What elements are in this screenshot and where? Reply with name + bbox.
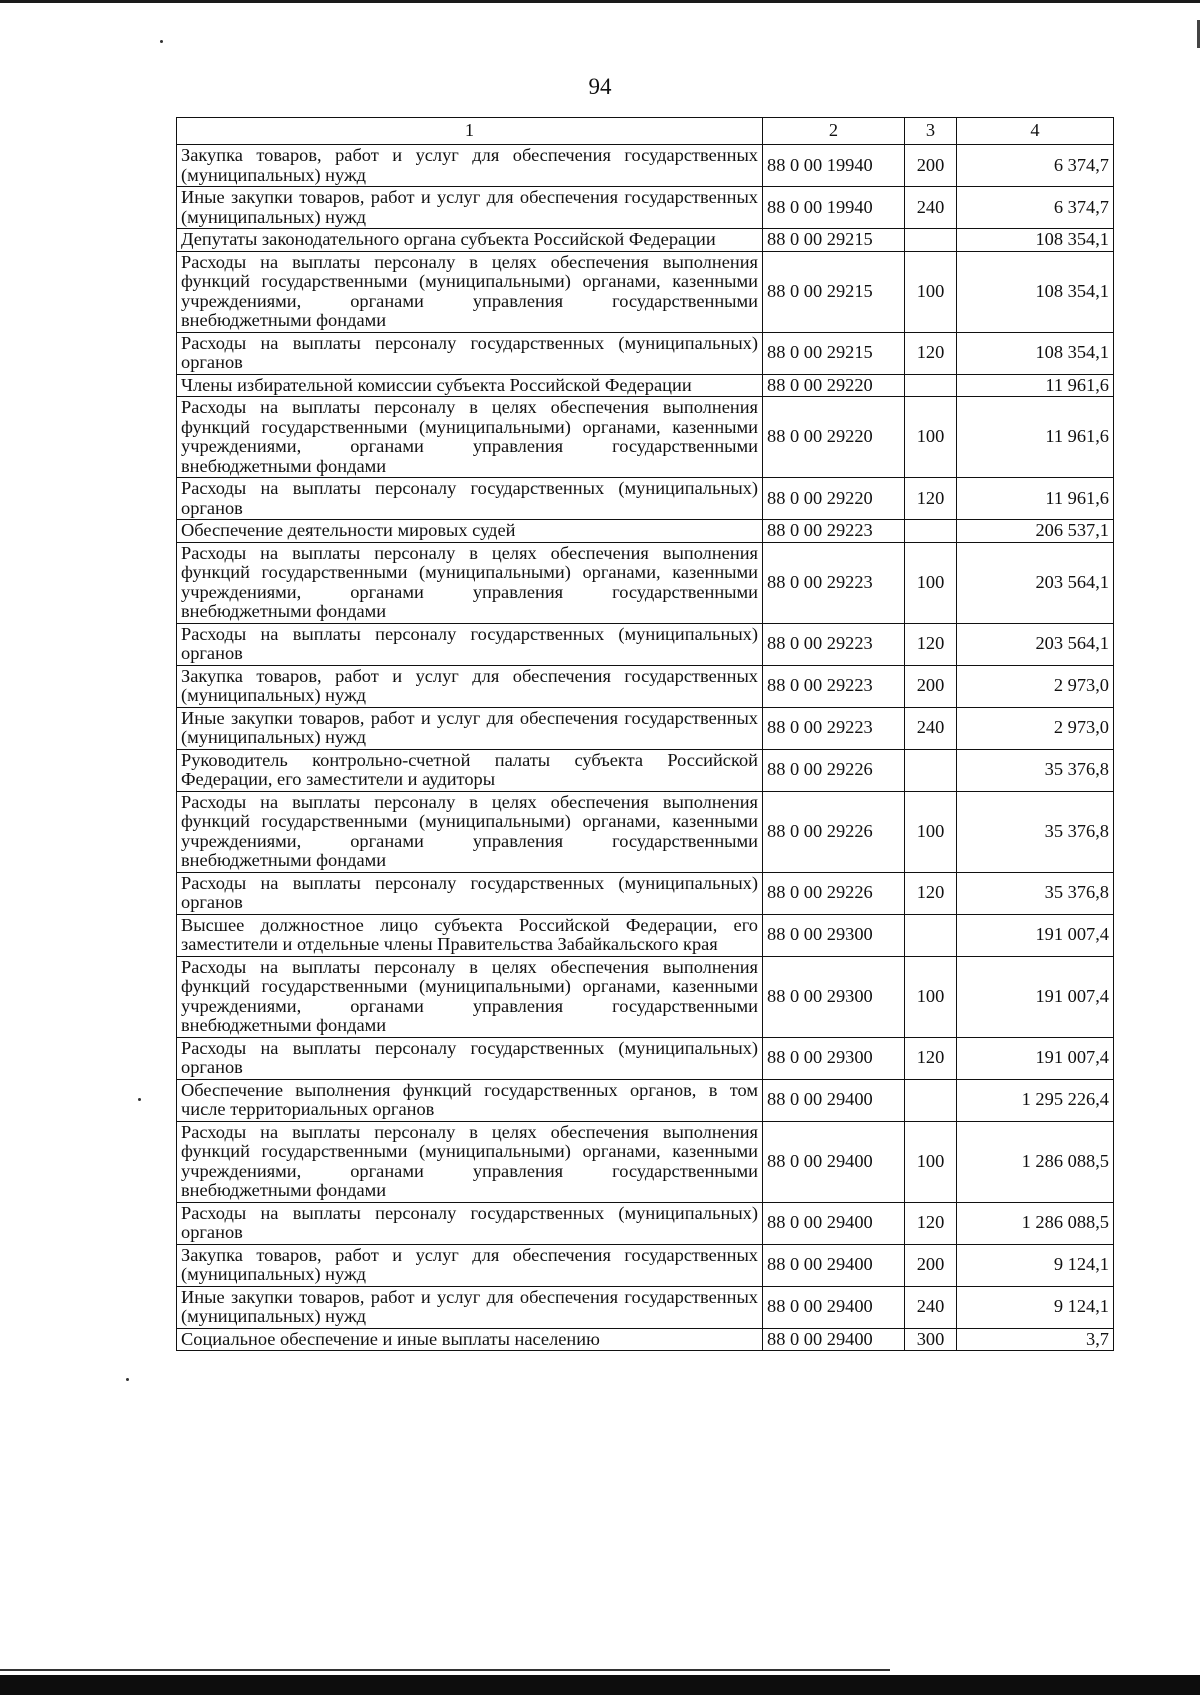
row-name: Расходы на выплаты персоналу государственных (муниципальных) органов xyxy=(177,332,763,374)
column-header: 1 xyxy=(177,118,763,145)
row-type: 200 xyxy=(905,1244,957,1286)
table-row xyxy=(177,145,1114,187)
row-code: 88 0 00 29223 xyxy=(763,520,905,543)
row-sum: 108 354,1 xyxy=(957,332,1114,374)
row-name: Иные закупки товаров, работ и услуг для обеспечения государственных (муниципальных) нужд xyxy=(177,707,763,749)
row-name: Расходы на выплаты персоналу государственных (муниципальных) органов xyxy=(177,623,763,665)
row-sum: 191 007,4 xyxy=(957,914,1114,956)
row-sum: 11 961,6 xyxy=(957,397,1114,478)
row-type: 300 xyxy=(905,1328,957,1351)
row-name: Расходы на выплаты персоналу в целях обеспечения выполнения функций государственными (муниципальными) органами, казенными учреждениями, органами управления государственными внебюджетными фондами xyxy=(177,542,763,623)
row-name: Закупка товаров, работ и услуг для обеспечения государственных (муниципальных) нужд xyxy=(177,665,763,707)
table-row xyxy=(177,1121,1114,1202)
row-sum: 35 376,8 xyxy=(957,791,1114,872)
row-code: 88 0 00 29226 xyxy=(763,872,905,914)
row-name: Руководитель контрольно-счетной палаты субъекта Российской Федерации, его заместители и аудиторы xyxy=(177,749,763,791)
row-code: 88 0 00 29223 xyxy=(763,665,905,707)
budget-table xyxy=(176,117,1114,1351)
row-name: Расходы на выплаты персоналу в целях обеспечения выполнения функций государственными (муниципальными) органами, казенными учреждениями, органами управления государственными внебюджетными фондами xyxy=(177,397,763,478)
scan-edge-bottom xyxy=(0,1675,1200,1695)
table-row xyxy=(177,397,1114,478)
row-type: 200 xyxy=(905,665,957,707)
table-row xyxy=(177,229,1114,252)
table-row xyxy=(177,623,1114,665)
row-code: 88 0 00 29220 xyxy=(763,478,905,520)
row-code: 88 0 00 29215 xyxy=(763,332,905,374)
page-number: 94 xyxy=(588,74,612,99)
table-row xyxy=(177,187,1114,229)
row-name: Обеспечение выполнения функций государственных органов, в том числе территориальных органов xyxy=(177,1079,763,1121)
row-name: Расходы на выплаты персоналу в целях обеспечения выполнения функций государственными (муниципальными) органами, казенными учреждениями, органами управления государственными внебюджетными фондами xyxy=(177,956,763,1037)
row-sum: 203 564,1 xyxy=(957,623,1114,665)
row-code: 88 0 00 29215 xyxy=(763,229,905,252)
table-row xyxy=(177,332,1114,374)
row-sum: 1 295 226,4 xyxy=(957,1079,1114,1121)
row-type: 200 xyxy=(905,145,957,187)
table-header-row xyxy=(177,118,1114,145)
row-type xyxy=(905,914,957,956)
row-code: 88 0 00 29226 xyxy=(763,749,905,791)
scan-speck xyxy=(126,1378,129,1381)
row-code: 88 0 00 29223 xyxy=(763,542,905,623)
row-code: 88 0 00 29226 xyxy=(763,791,905,872)
row-code: 88 0 00 29400 xyxy=(763,1244,905,1286)
row-code: 88 0 00 29215 xyxy=(763,251,905,332)
table-row xyxy=(177,542,1114,623)
row-name: Иные закупки товаров, работ и услуг для обеспечения государственных (муниципальных) нужд xyxy=(177,1286,763,1328)
table-row xyxy=(177,1328,1114,1351)
row-sum: 35 376,8 xyxy=(957,749,1114,791)
row-type: 120 xyxy=(905,1037,957,1079)
table-row xyxy=(177,374,1114,397)
table-body xyxy=(177,145,1114,1351)
row-code: 88 0 00 29223 xyxy=(763,707,905,749)
scan-speck xyxy=(138,1098,141,1101)
row-name: Закупка товаров, работ и услуг для обеспечения государственных (муниципальных) нужд xyxy=(177,145,763,187)
row-sum: 2 973,0 xyxy=(957,707,1114,749)
row-name: Депутаты законодательного органа субъекта Российской Федерации xyxy=(177,229,763,252)
row-code: 88 0 00 29220 xyxy=(763,397,905,478)
row-code: 88 0 00 29220 xyxy=(763,374,905,397)
row-sum: 1 286 088,5 xyxy=(957,1202,1114,1244)
row-sum: 9 124,1 xyxy=(957,1286,1114,1328)
row-type xyxy=(905,520,957,543)
row-type: 120 xyxy=(905,478,957,520)
table-row xyxy=(177,520,1114,543)
row-code: 88 0 00 29300 xyxy=(763,1037,905,1079)
row-sum: 3,7 xyxy=(957,1328,1114,1351)
row-code: 88 0 00 29400 xyxy=(763,1202,905,1244)
row-sum: 9 124,1 xyxy=(957,1244,1114,1286)
table-row xyxy=(177,1286,1114,1328)
table-row xyxy=(177,251,1114,332)
table-row xyxy=(177,707,1114,749)
row-sum: 6 374,7 xyxy=(957,187,1114,229)
row-type: 100 xyxy=(905,1121,957,1202)
row-sum: 108 354,1 xyxy=(957,229,1114,252)
row-name: Высшее должностное лицо субъекта Российской Федерации, его заместители и отдельные члены Правительства Забайкальского края xyxy=(177,914,763,956)
scan-speck xyxy=(160,40,163,43)
table-row xyxy=(177,956,1114,1037)
table-row xyxy=(177,1202,1114,1244)
row-type: 100 xyxy=(905,791,957,872)
column-header: 4 xyxy=(957,118,1114,145)
row-sum: 191 007,4 xyxy=(957,956,1114,1037)
row-code: 88 0 00 19940 xyxy=(763,187,905,229)
row-type xyxy=(905,749,957,791)
row-code: 88 0 00 29300 xyxy=(763,914,905,956)
row-code: 88 0 00 29400 xyxy=(763,1328,905,1351)
row-type: 240 xyxy=(905,707,957,749)
row-sum: 6 374,7 xyxy=(957,145,1114,187)
row-name: Обеспечение деятельности мировых судей xyxy=(177,520,763,543)
row-type: 120 xyxy=(905,872,957,914)
row-name: Расходы на выплаты персоналу государственных (муниципальных) органов xyxy=(177,1037,763,1079)
row-sum: 108 354,1 xyxy=(957,251,1114,332)
table-row xyxy=(177,1079,1114,1121)
row-sum: 11 961,6 xyxy=(957,478,1114,520)
row-code: 88 0 00 29400 xyxy=(763,1121,905,1202)
column-header: 2 xyxy=(763,118,905,145)
table-row xyxy=(177,872,1114,914)
row-type: 120 xyxy=(905,332,957,374)
row-type: 100 xyxy=(905,397,957,478)
row-type: 240 xyxy=(905,1286,957,1328)
row-name: Члены избирательной комиссии субъекта Российской Федерации xyxy=(177,374,763,397)
row-type xyxy=(905,374,957,397)
row-sum: 11 961,6 xyxy=(957,374,1114,397)
row-name: Расходы на выплаты персоналу государственных (муниципальных) органов xyxy=(177,478,763,520)
scan-edge-line xyxy=(0,1669,890,1671)
row-type: 100 xyxy=(905,251,957,332)
row-name: Иные закупки товаров, работ и услуг для обеспечения государственных (муниципальных) нужд xyxy=(177,187,763,229)
table-row xyxy=(177,665,1114,707)
row-code: 88 0 00 19940 xyxy=(763,145,905,187)
row-name: Расходы на выплаты персоналу государственных (муниципальных) органов xyxy=(177,1202,763,1244)
row-name: Расходы на выплаты персоналу в целях обеспечения выполнения функций государственными (муниципальными) органами, казенными учреждениями, органами управления государственными внебюджетными фондами xyxy=(177,1121,763,1202)
row-type: 100 xyxy=(905,956,957,1037)
row-code: 88 0 00 29300 xyxy=(763,956,905,1037)
row-sum: 2 973,0 xyxy=(957,665,1114,707)
row-sum: 1 286 088,5 xyxy=(957,1121,1114,1202)
table-row xyxy=(177,1244,1114,1286)
row-name: Расходы на выплаты персоналу государственных (муниципальных) органов xyxy=(177,872,763,914)
row-type xyxy=(905,1079,957,1121)
table-row xyxy=(177,749,1114,791)
row-name: Расходы на выплаты персоналу в целях обеспечения выполнения функций государственными (муниципальными) органами, казенными учреждениями, органами управления государственными внебюджетными фондами xyxy=(177,251,763,332)
row-type xyxy=(905,229,957,252)
scan-edge-top xyxy=(0,0,1200,3)
row-name: Закупка товаров, работ и услуг для обеспечения государственных (муниципальных) нужд xyxy=(177,1244,763,1286)
row-type: 120 xyxy=(905,623,957,665)
row-name: Расходы на выплаты персоналу в целях обеспечения выполнения функций государственными (муниципальными) органами, казенными учреждениями, органами управления государственными внебюджетными фондами xyxy=(177,791,763,872)
row-code: 88 0 00 29400 xyxy=(763,1286,905,1328)
row-sum: 35 376,8 xyxy=(957,872,1114,914)
row-name: Социальное обеспечение и иные выплаты населению xyxy=(177,1328,763,1351)
row-sum: 203 564,1 xyxy=(957,542,1114,623)
row-code: 88 0 00 29400 xyxy=(763,1079,905,1121)
column-header: 3 xyxy=(905,118,957,145)
table-row xyxy=(177,914,1114,956)
row-type: 240 xyxy=(905,187,957,229)
table-row xyxy=(177,791,1114,872)
row-sum: 191 007,4 xyxy=(957,1037,1114,1079)
row-code: 88 0 00 29223 xyxy=(763,623,905,665)
row-sum: 206 537,1 xyxy=(957,520,1114,543)
row-type: 120 xyxy=(905,1202,957,1244)
table-row xyxy=(177,478,1114,520)
row-type: 100 xyxy=(905,542,957,623)
table-row xyxy=(177,1037,1114,1079)
